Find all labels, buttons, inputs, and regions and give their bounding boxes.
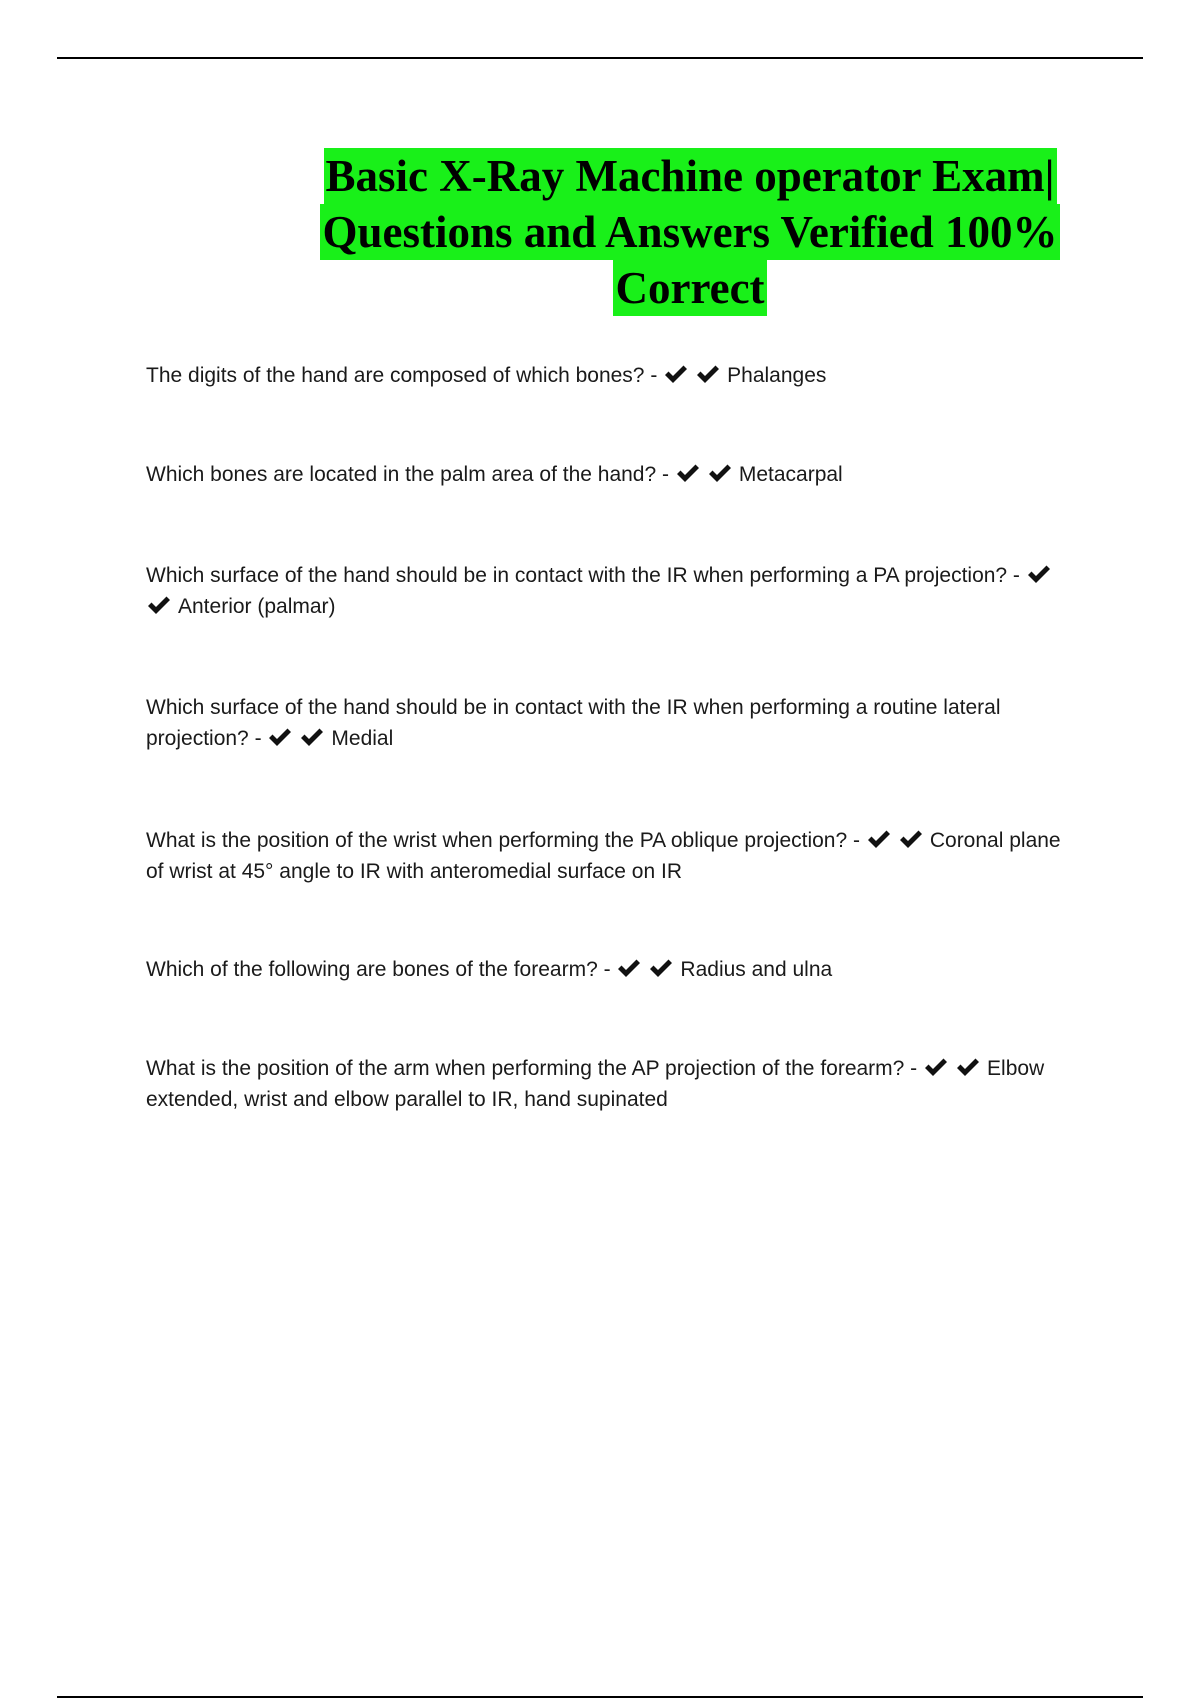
answer-text: Elbow extended, wrist and elbow parallel to IR, hand supinated: [146, 1057, 1045, 1111]
qa-item: [146, 692, 1076, 754]
check-icon: [616, 957, 642, 979]
answer-text: Radius and ulna: [680, 958, 833, 981]
qa-item: [146, 825, 1076, 887]
bottom-rule: [57, 1696, 1143, 1698]
check-icon: [866, 828, 892, 850]
title-line-1: Basic X-Ray Machine operator Exam|: [324, 148, 1057, 204]
title-line-2: Questions and Answers Verified 100%: [320, 204, 1059, 260]
question-text: What is the position of the wrist when performing the PA oblique projection? -: [146, 829, 860, 852]
qa-item: [146, 560, 1076, 622]
check-icon: [898, 828, 924, 850]
qa-item: [146, 954, 1076, 985]
top-rule: [57, 57, 1143, 59]
check-icon: [1026, 563, 1052, 585]
document-title: [300, 148, 1080, 316]
answer-text: Coronal plane of wrist at 45° angle to IR with anteromedial surface on IR: [146, 829, 1061, 883]
check-icon: [675, 462, 701, 484]
answer-text: Phalanges: [727, 364, 827, 387]
check-icon: [707, 462, 733, 484]
check-icon: [663, 363, 689, 385]
question-text: The digits of the hand are composed of which bones? -: [146, 364, 658, 387]
question-text: Which surface of the hand should be in contact with the IR when performing a routine lateral projection? -: [146, 696, 1001, 750]
question-text: What is the position of the arm when performing the AP projection of the forearm? -: [146, 1057, 918, 1080]
answer-text: Medial: [331, 727, 394, 750]
check-icon: [923, 1056, 949, 1078]
check-icon: [146, 594, 172, 616]
question-text: Which surface of the hand should be in contact with the IR when performing a PA projection? -: [146, 564, 1020, 587]
check-icon: [648, 957, 674, 979]
check-icon: [695, 363, 721, 385]
answer-text: Anterior (palmar): [178, 595, 336, 618]
question-text: Which bones are located in the palm area of the hand? -: [146, 463, 669, 486]
check-icon: [955, 1056, 981, 1078]
answer-text: Metacarpal: [738, 463, 843, 486]
check-icon: [267, 726, 293, 748]
title-line-3: Correct: [613, 260, 766, 316]
qa-item: [146, 1053, 1076, 1115]
question-text: Which of the following are bones of the forearm? -: [146, 958, 611, 981]
qa-item: [146, 360, 1076, 391]
qa-item: [146, 459, 1076, 490]
check-icon: [299, 726, 325, 748]
